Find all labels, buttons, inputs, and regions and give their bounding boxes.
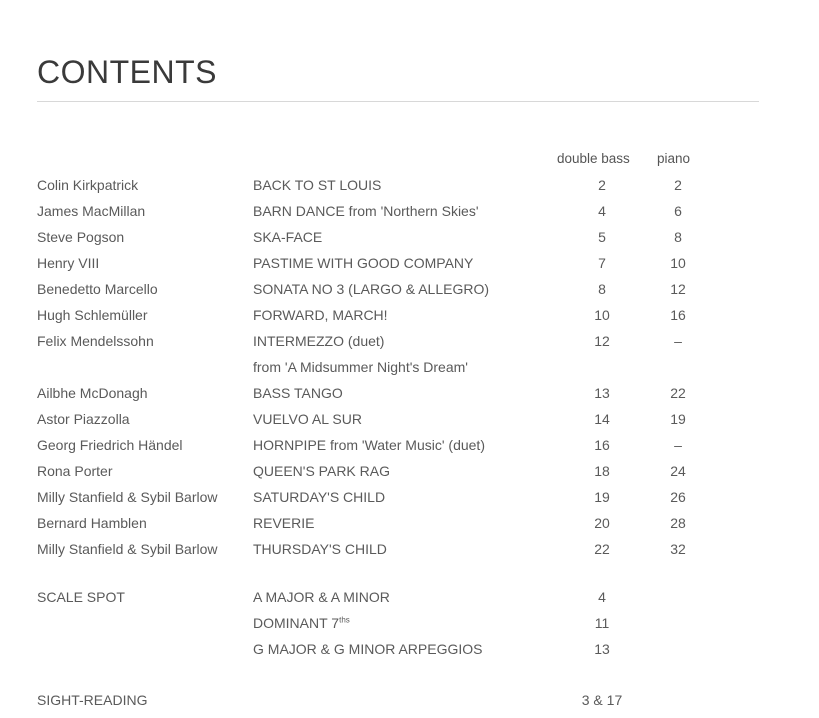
scale-spot-title: A MAJOR & A MINOR: [253, 589, 390, 605]
double-bass-page: 10: [594, 307, 610, 323]
scale-spot-item: [253, 589, 390, 605]
double-bass-page: 12: [594, 333, 610, 349]
piece-title: PASTIME WITH GOOD COMPANY: [253, 255, 474, 271]
composer-name: Astor Piazzolla: [37, 411, 130, 427]
piano-page: 22: [670, 385, 686, 401]
piano-page: –: [674, 437, 682, 453]
composer-name: Milly Stanfield & Sybil Barlow: [37, 541, 218, 557]
double-bass-page: 16: [594, 437, 610, 453]
piece-title: BACK TO ST LOUIS: [253, 177, 382, 193]
piano-page: 19: [670, 411, 686, 427]
double-bass-page: 8: [598, 281, 606, 297]
composer-name: Milly Stanfield & Sybil Barlow: [37, 489, 218, 505]
piano-page: 28: [670, 515, 686, 531]
scale-spot-item: [253, 641, 482, 657]
composer-name: Colin Kirkpatrick: [37, 177, 139, 193]
scale-spot-page: 4: [598, 589, 606, 605]
piece-title: BASS TANGO: [253, 385, 343, 401]
composer-name: Georg Friedrich Händel: [37, 437, 183, 453]
piano-page: 10: [670, 255, 686, 271]
piano-page: 16: [670, 307, 686, 323]
scale-spot-label: SCALE SPOT: [37, 589, 125, 605]
piano-page: 32: [670, 541, 686, 557]
column-header-double-bass: double bass: [557, 151, 630, 166]
piece-title: FORWARD, MARCH!: [253, 307, 388, 323]
piece-title: QUEEN'S PARK RAG: [253, 463, 390, 479]
double-bass-page: 2: [598, 177, 606, 193]
composer-name: Ailbhe McDonagh: [37, 385, 148, 401]
double-bass-page: 4: [598, 203, 606, 219]
piano-page: 12: [670, 281, 686, 297]
scale-spot-page: 11: [594, 615, 610, 631]
sight-reading-pages: 3 & 17: [581, 692, 623, 708]
composer-name: Bernard Hamblen: [37, 515, 147, 531]
composer-name: Felix Mendelssohn: [37, 333, 154, 349]
double-bass-page: 5: [598, 229, 606, 245]
double-bass-page: 20: [594, 515, 610, 531]
piece-title: SKA-FACE: [253, 229, 323, 245]
piano-page: 26: [670, 489, 686, 505]
column-header-piano: piano: [657, 151, 691, 166]
sight-reading-label: SIGHT-READING: [37, 692, 148, 708]
piece-title: SATURDAY'S CHILD: [253, 489, 386, 505]
composer-name: Hugh Schlemüller: [37, 307, 148, 323]
piece-title: INTERMEZZO (duet): [253, 333, 385, 349]
piano-page: 2: [674, 177, 682, 193]
piece-title: BARN DANCE from 'Northern Skies': [253, 203, 479, 219]
piece-title: HORNPIPE from 'Water Music' (duet): [253, 437, 485, 453]
piece-title: SONATA NO 3 (LARGO & ALLEGRO): [253, 281, 489, 297]
piano-page: –: [674, 333, 682, 349]
piano-page: 8: [674, 229, 682, 245]
composer-name: Benedetto Marcello: [37, 281, 158, 297]
piano-page: 24: [670, 463, 686, 479]
composer-name: Rona Porter: [37, 463, 113, 479]
composer-name: James MacMillan: [37, 203, 146, 219]
piece-title: VUELVO AL SUR: [253, 411, 362, 427]
double-bass-page: 22: [594, 541, 610, 557]
title-divider: [37, 101, 759, 102]
piece-title: from 'A Midsummer Night's Dream': [253, 359, 468, 375]
ordinal-superscript: ths: [339, 615, 350, 625]
double-bass-page: 19: [594, 489, 610, 505]
scale-spot-page: 13: [594, 641, 610, 657]
double-bass-page: 18: [594, 463, 610, 479]
page-title: CONTENTS: [37, 54, 217, 90]
double-bass-page: 7: [598, 255, 606, 271]
double-bass-page: 14: [594, 411, 610, 427]
piece-title: REVERIE: [253, 515, 315, 531]
scale-spot-title: G MAJOR & G MINOR ARPEGGIOS: [253, 641, 483, 657]
scale-spot-title: DOMINANT 7: [253, 615, 340, 631]
piece-title: THURSDAY'S CHILD: [253, 541, 387, 557]
composer-name: Steve Pogson: [37, 229, 125, 245]
scale-spot-item: [253, 615, 350, 631]
piano-page: 6: [674, 203, 682, 219]
double-bass-page: 13: [594, 385, 610, 401]
composer-name: Henry VIII: [37, 255, 100, 271]
